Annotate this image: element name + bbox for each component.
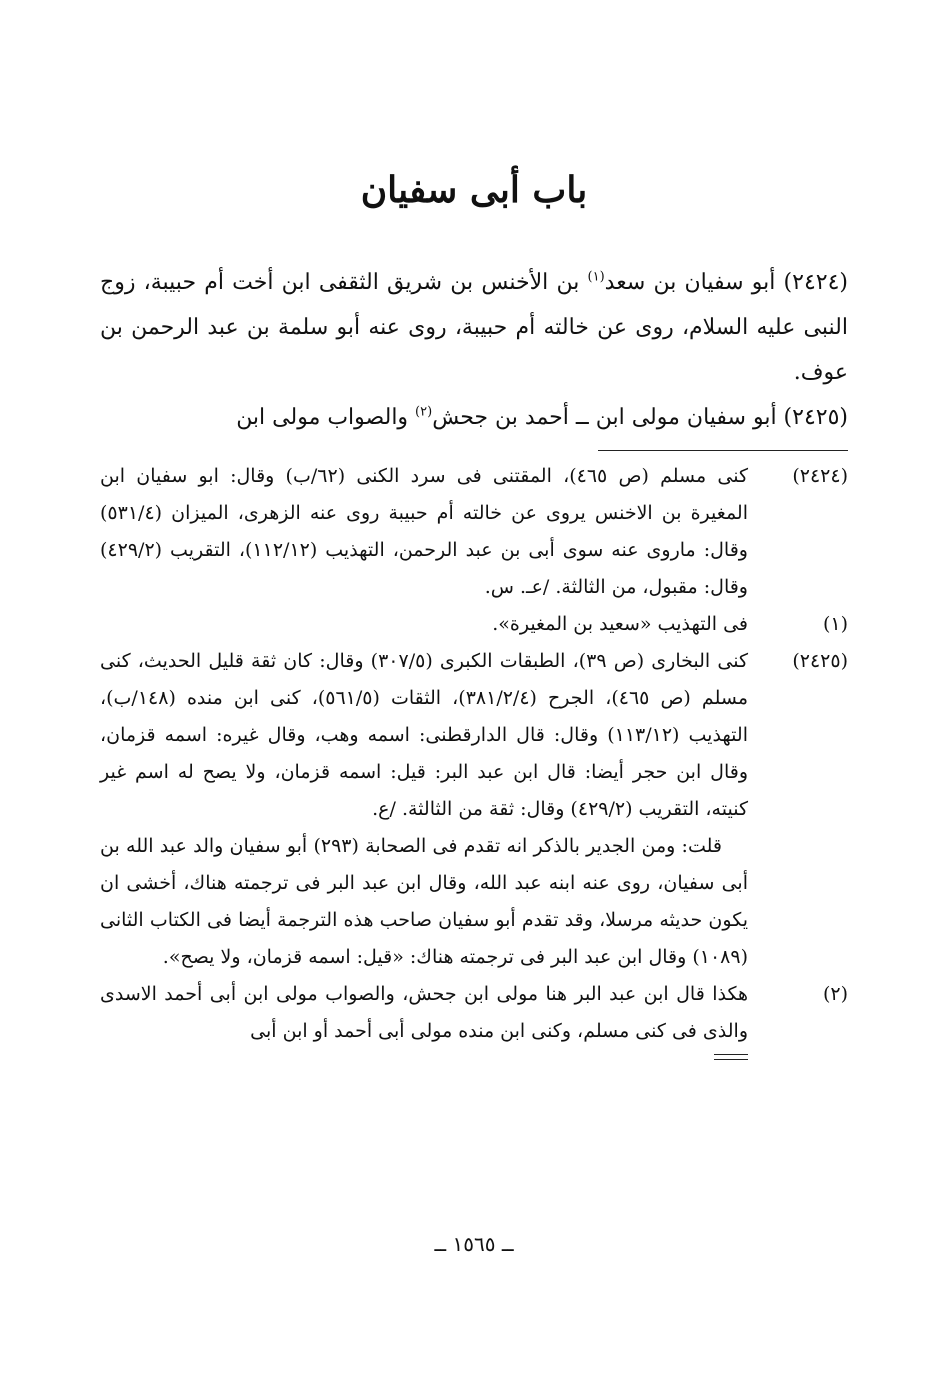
footnote-text: كنى مسلم (ص ٤٦٥)، المقتنى فى سرد الكنى (٦٢/ب) وقال: ابو سفيان ابن المغيرة بن الاخنس يروى عن خالته أم حبيبة روى عنه الزهرى، الميزان (٥٣١/٤) وقال: ماروى عنه سوى أبى بن عبد الرحمن، التهذيب (١١٢/١٢)، التقريب (٤٢٩/٢) وقال: مقبول، من الثالثة. /عـ. س. — [100, 465, 748, 598]
footnote-number: (٢) — [822, 983, 848, 1005]
entry-text: بن الأخنس بن شريق الثقفى ابن أخت أم حبيبة، زوج النبى عليه السلام، روى عن خالته أم حبيبة، روى عنه أبو سلمة بن عبد الرحمن بن عوف. — [100, 270, 848, 385]
footnote — [100, 976, 848, 1050]
entry-text: (٢٤٢٤) أبو سفيان بن سعد — [604, 270, 848, 295]
entry-text: والصواب مولى ابن — [236, 405, 416, 430]
entry-2424 — [100, 260, 848, 395]
main-text — [100, 260, 848, 440]
footnote-marker: (٢) — [415, 404, 433, 420]
footnote — [100, 643, 848, 828]
footnote-separator — [598, 450, 848, 451]
editor-comment: قلت: ومن الجدير بالذكر انه تقدم فى الصحابة (٢٩٣) أبو سفيان والد عبد الله بن أبى سفيان، روى عنه ابنه عبد الله، وقال ابن عبد البر فى ترجمته هناك، أخشى ان يكون حديثه مرسلا، وقد تقدم أبو سفيان صاحب هذه الترجمة أيضا فى الكتاب الثانى (١٠٨٩) وقال ابن عبد البر فى ترجمته هناك: «قيل: اسمه قزمان، ولا يصح». — [100, 835, 748, 968]
chapter-title: باب أبى سفيان — [360, 169, 588, 211]
document-page — [100, 0, 848, 1390]
footnote-number: (٢٤٢٤) — [792, 465, 848, 487]
page-number: ــ ١٥٦٥ ــ — [434, 1232, 514, 1256]
continuation-mark — [714, 1054, 748, 1060]
footnote-number: (١) — [822, 613, 848, 635]
footnote-text: هكذا قال ابن عبد البر هنا مولى ابن جحش، والصواب مولى ابن أبى أحمد الاسدى والذى فى كنى مسلم، وكنى ابن منده مولى أبى أحمد أو ابن أبى — [100, 983, 748, 1042]
footnote — [100, 606, 848, 643]
footnote-marker: (١) — [587, 269, 605, 285]
entry-text: (٢٤٢٥) أبو سفيان مولى ابن ــ أحمد بن جحش — [432, 405, 848, 430]
footnote-text: كنى البخارى (ص ٣٩)، الطبقات الكبرى (٣٠٧/٥) وقال: كان ثقة قليل الحديث، كنى مسلم (ص ٤٦٥)، الجرح (٣٨١/٢/٤)، الثقات (٥٦١/٥)، كنى ابن منده (١٤٨/ب)، التهذيب (١١٣/١٢) وقال: قال الدارقطنى: اسمه وهب، وقال غيره: اسمه قزمان، وقال ابن حجر أيضا: قال ابن عبد البر: قيل: اسمه قزمان، ولا يصح له اسم غير كنيته، التقريب (٤٢٩/٢) وقال: ثقة من الثالثة. /ع. — [100, 650, 748, 820]
footnote-number: (٢٤٢٥) — [792, 650, 848, 672]
entry-2425 — [100, 395, 848, 440]
footnote-text: فى التهذيب «سعيد بن المغيرة». — [492, 613, 748, 635]
footnotes — [100, 458, 848, 1060]
footnote — [100, 458, 848, 606]
